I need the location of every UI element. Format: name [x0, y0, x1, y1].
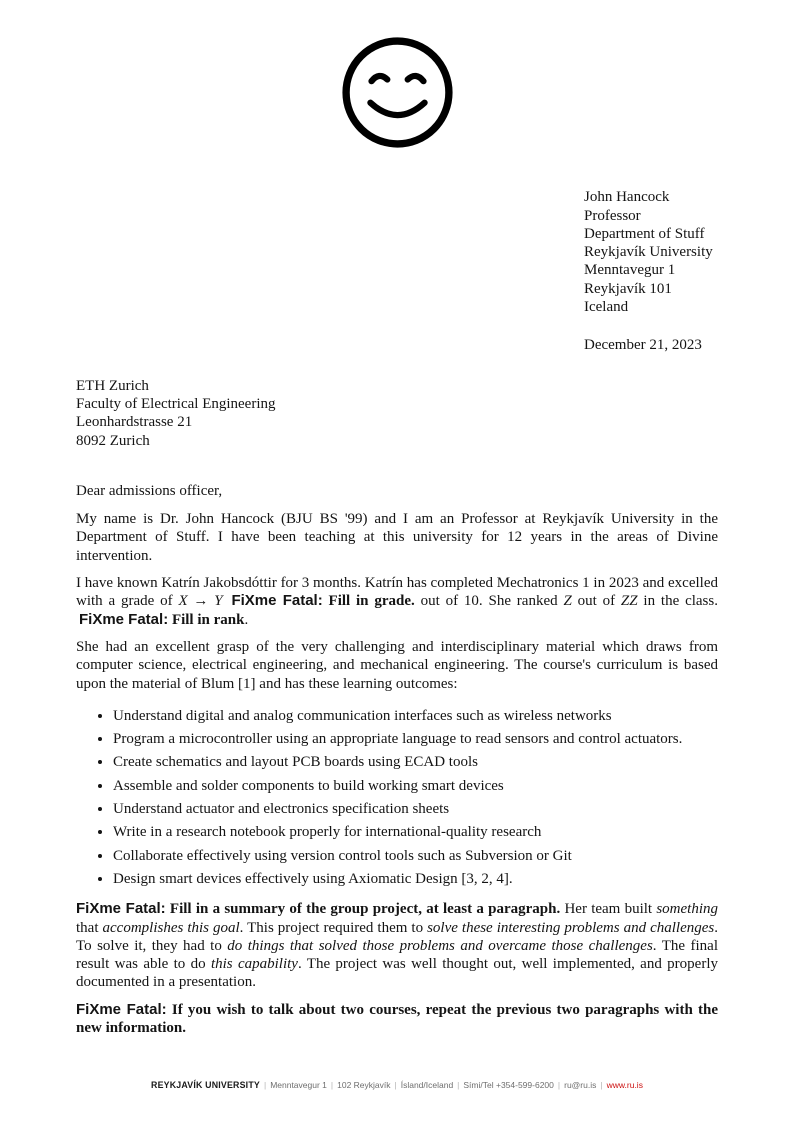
text-segment: this capability: [210, 956, 298, 973]
list-item: • Design smart devices effectively using Axiomatic Design [3, 2, 4].: [113, 870, 718, 888]
sender-line: Department of Stuff: [584, 225, 705, 242]
text-segment: My name is Dr. John Hancock (BJU BS '99) and I am an Professor at Reykjavík University in the Department of Stuff. I have been teaching at this university for 12 years in the areas of Divine intervention.: [76, 511, 718, 564]
footer-separator: |: [457, 1079, 460, 1090]
text-segment: out of: [571, 593, 621, 610]
footer-separator: |: [263, 1079, 267, 1090]
text-segment: . To solve it, they had to: [76, 919, 718, 954]
letter-date: December 21, 2023: [584, 337, 702, 354]
text-segment: →: [187, 593, 215, 610]
footer-separator: |: [330, 1079, 334, 1090]
text-segment: out of 10. She ranked: [414, 593, 564, 610]
text-segment: do things that solved those problems and overcame those challenges: [227, 937, 653, 954]
recipient-line: ETH Zurich: [76, 377, 149, 394]
paragraph-fixme-note: [76, 1001, 718, 1038]
footer-separator: |: [394, 1079, 397, 1090]
text-segment: Z: [563, 593, 572, 610]
footer-separator: |: [557, 1079, 561, 1090]
text-segment: Fill in rank: [168, 611, 245, 628]
list-item: • Understand actuator and electronics specification sheets: [113, 800, 718, 818]
text-segment: in the class.: [637, 593, 718, 610]
sender-line: Menntavegur 1: [584, 262, 676, 279]
recipient-line: Faculty of Electrical Engineering: [76, 395, 276, 412]
text-segment: solve these interesting problems and challenges: [427, 919, 715, 936]
smiley-face-icon: [341, 137, 454, 153]
sender-line: John Hancock: [584, 189, 670, 206]
list-item: • Collaborate effectively using version control tools such as Subversion or Git: [113, 847, 718, 865]
text-segment: FiXme Fatal:: [76, 1000, 167, 1018]
text-segment: Fill in a summary of the group project, at least a paragraph.: [165, 901, 561, 918]
text-segment: I have known Katrín Jakobsdóttir for 3 months. Katrín has completed Mechatronics 1 in 2023 and excelled with a grade of: [76, 575, 718, 610]
recipient-line: Leonhardstrasse 21: [76, 414, 193, 431]
paragraph-student-grade: [76, 574, 718, 629]
logo-container: [76, 0, 718, 154]
text-segment: .: [244, 611, 249, 628]
paragraph-course-description: [76, 638, 718, 693]
text-segment: something: [656, 901, 719, 918]
text-segment: that: [76, 919, 103, 936]
text-segment: [223, 593, 229, 609]
list-item: • Program a microcontroller using an appropriate language to read sensors and control actuators.: [113, 730, 718, 748]
recipient-line: 8092 Zurich: [76, 432, 150, 449]
footer-item-email: ru@ru.is: [564, 1079, 597, 1090]
paragraph-group-project: [76, 900, 718, 991]
sender-line: Reykjavík 101: [584, 280, 672, 297]
footer-item-city: 102 Reykjavík: [337, 1079, 391, 1090]
learning-outcomes-list: [76, 707, 718, 888]
text-segment: Y: [214, 593, 223, 610]
footer-separator: |: [600, 1079, 603, 1090]
footer-website-link[interactable]: www.ru.is: [606, 1079, 643, 1090]
text-segment: ZZ: [620, 593, 638, 610]
sender-line: Professor: [584, 207, 641, 224]
footer-item-country: Ísland/Iceland: [400, 1079, 454, 1090]
recipient-address-block: [76, 377, 718, 450]
text-segment: . The project was well thought out, well implemented, and properly documented in a presentation.: [76, 956, 718, 991]
list-item: • Understand digital and analog communication interfaces such as wireless networks: [113, 707, 718, 725]
page-footer: [0, 1080, 794, 1091]
sender-line: Iceland: [584, 299, 629, 316]
salutation: Dear admissions officer,: [76, 482, 223, 499]
text-segment: . The final result was able to do: [76, 937, 718, 973]
list-item: • Create schematics and layout PCB boards using ECAD tools: [113, 753, 718, 771]
text-segment: FiXme Fatal:: [76, 900, 166, 918]
footer-item-address: Menntavegur 1: [270, 1079, 327, 1090]
text-segment: FiXme Fatal:: [231, 592, 323, 610]
text-segment: X: [178, 593, 188, 610]
text-segment: Her team built: [560, 901, 657, 918]
text-segment: She had an excellent grasp of the very challenging and interdisciplinary material which draws from computer science, electrical engineering, and mechanical engineering. The course's curriculum is based upon the material of Blum [1] and has these learning outcomes:: [76, 638, 718, 692]
text-segment: Fill in grade.: [322, 593, 415, 610]
text-segment: accomplishes this goal: [102, 919, 240, 936]
text-segment: FiXme Fatal:: [79, 610, 169, 628]
footer-university-name: REYKJAVÍK UNIVERSITY: [151, 1079, 260, 1090]
paragraph-introduction: [76, 510, 718, 565]
text-segment: . This project required them to: [239, 919, 428, 936]
list-item: • Assemble and solder components to build working smart devices: [113, 777, 718, 795]
footer-item-phone: Sími/Tel +354-599-6200: [463, 1079, 554, 1090]
sender-line: Reykjavík University: [584, 244, 713, 261]
text-segment: If you wish to talk about two courses, repeat the previous two paragraphs with the new information.: [76, 1001, 719, 1036]
list-item: • Write in a research notebook properly for international-quality research: [113, 823, 718, 841]
sender-address-block: [584, 188, 718, 316]
